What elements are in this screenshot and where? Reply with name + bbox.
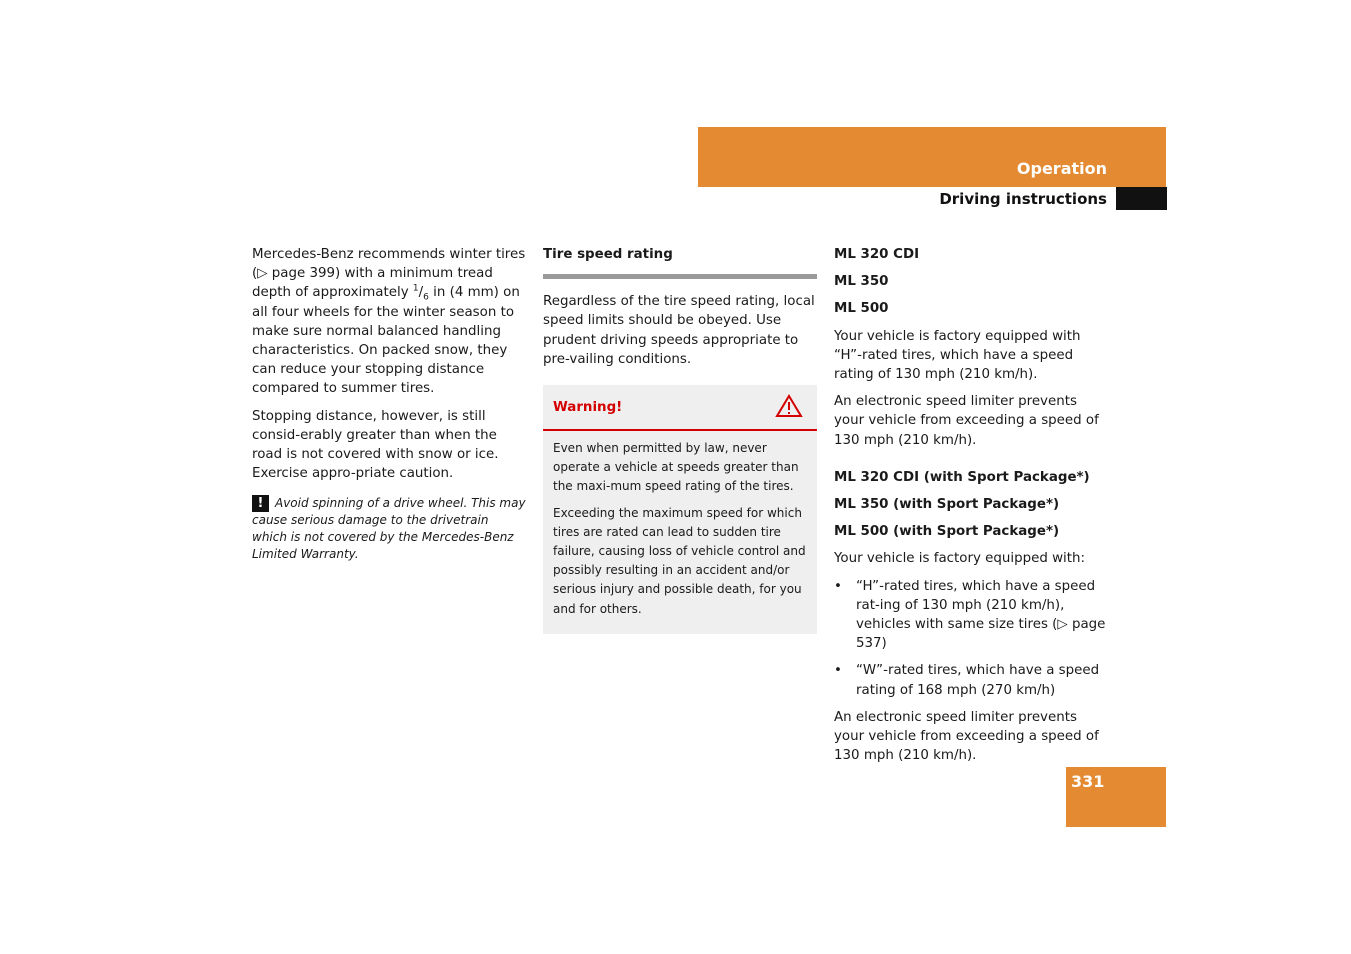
model-name-sport: ML 320 CDI (with Sport Package*) <box>834 469 1090 485</box>
warning-body <box>543 431 817 634</box>
list-item: • “W”-rated tires, which have a speed rating of 168 mph (270 km/h) <box>834 661 1108 699</box>
warning-triangle-icon <box>775 394 803 418</box>
speed-limiter-paragraph: An electronic speed limiter prevents your vehicle from exceeding a speed of 130 mph (210 km/h). <box>834 394 1099 448</box>
warning-paragraph-2: Exceeding the maximum speed for which tires are rated can lead to sudden tire failure, causing loss of vehicle control and possibly resulting in an accident and/or serious injury and possible death, for you and for others. <box>553 505 806 616</box>
model-list-sport <box>834 468 1108 542</box>
speed-rating-intro: Regardless of the tire speed rating, local speed limits should be obeyed. Use prudent driving speeds appropriate to pre-vailing conditions. <box>543 294 815 367</box>
model-name: ML 500 <box>834 301 889 317</box>
model-name: ML 350 <box>834 274 889 290</box>
warning-paragraph-1: Even when permitted by law, never operate a vehicle at speeds greater than the maxi-mum speed rating of the tires. <box>553 441 799 494</box>
warning-box <box>543 385 817 634</box>
model-name-sport: ML 500 (with Sport Package*) <box>834 524 1060 540</box>
list-item: • “H”-rated tires, which have a speed rat-ing of 130 mph (210 km/h), vehicles with same size tires (▷ page 537) <box>834 577 1108 654</box>
heading-rule <box>543 274 817 279</box>
model-name: ML 320 CDI <box>834 247 920 262</box>
model-list-standard <box>834 245 1108 319</box>
section-header-band <box>698 127 1166 187</box>
page-number: 331 <box>1071 772 1105 791</box>
fraction-numerator: 1 <box>412 283 419 294</box>
page-number-box <box>1066 767 1166 827</box>
exclamation-icon: ! <box>252 495 269 512</box>
notice-text: Avoid spinning of a drive wheel. This may cause serious damage to the drivetrain which is not covered by the Mercedes-Benz Limited Warranty. <box>252 496 526 562</box>
subsection-title: Driving instructions <box>939 190 1107 208</box>
h-rated-paragraph: Your vehicle is factory equipped with “H”-rated tires, which have a speed rating of 130 mph (210 km/h). <box>834 328 1081 383</box>
model-name-sport: ML 350 (with Sport Package*) <box>834 497 1060 513</box>
tire-speed-heading: Tire speed rating <box>543 247 673 262</box>
column-left <box>252 245 526 563</box>
section-title: Operation <box>1016 159 1107 178</box>
warning-title: Warning! <box>553 400 623 416</box>
fraction-denominator: 6 <box>423 293 429 304</box>
column-middle <box>543 245 817 634</box>
section-tab-marker <box>1116 187 1167 210</box>
column-right <box>834 245 1108 773</box>
winter-tires-paragraph <box>252 245 526 399</box>
winter-tires-text-b: in (4 mm) on all four wheels for the winter season to make sure normal balanced handling characteristics. On packed snow, they can reduce your stopping distance compared to summer tires. <box>252 285 520 397</box>
speed-limiter-paragraph-2: An electronic speed limiter prevents your vehicle from exceeding a speed of 130 mph (210 km/h). <box>834 709 1099 764</box>
winter-tires-text-a: Mercedes-Benz recommends winter tires (▷ page 399) with a minimum tread depth of approximately <box>252 247 526 301</box>
equipped-with-paragraph: Your vehicle is factory equipped with: <box>834 551 1086 567</box>
tire-options-list <box>834 577 1108 700</box>
stopping-distance-paragraph: Stopping distance, however, is still consid-erably greater than when the road is not covered with snow or ice. Exercise appro-priate caution. <box>252 408 499 482</box>
notice-block <box>252 495 526 563</box>
warning-header <box>543 385 817 431</box>
fraction-slash: / <box>418 285 424 301</box>
